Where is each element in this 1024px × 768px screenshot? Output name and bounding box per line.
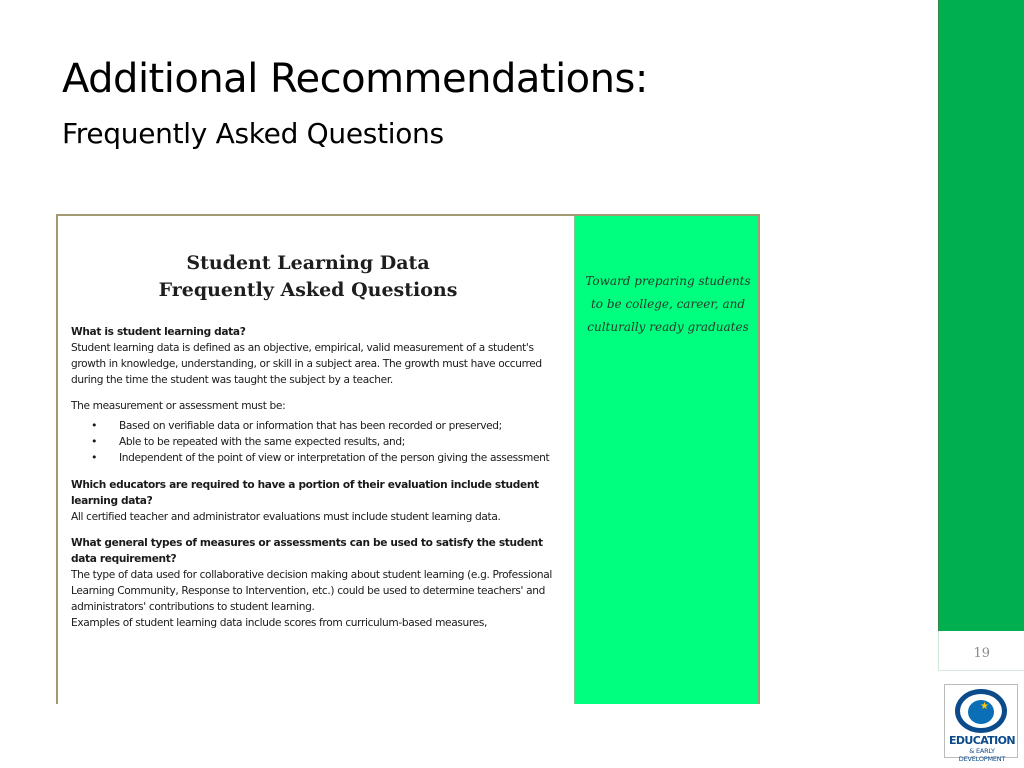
side-tagline: Toward preparing students to be college, career, and culturally ready graduates: [585, 274, 751, 334]
list-intro: The measurement or assessment must be:: [71, 400, 286, 412]
document-title: [58, 250, 558, 304]
slide-subtitle: Frequently Asked Questions: [62, 117, 444, 150]
document-title-line2: Frequently Asked Questions: [158, 279, 458, 301]
star-icon: ★: [980, 701, 989, 712]
document-title-line1: Student Learning Data: [186, 252, 430, 274]
answer-2: All certified teacher and administrator evaluations must include student learning data.: [71, 511, 501, 523]
department-logo: [944, 684, 1018, 763]
logo-text-education: EDUCATION: [948, 734, 1016, 747]
criteria-list: [71, 418, 566, 466]
alaska-seal-icon: [955, 689, 1007, 733]
page-number-rule: [938, 670, 1024, 671]
green-sidebar: [938, 0, 1024, 631]
slide-title: Additional Recommendations:: [62, 56, 648, 102]
question-3: What general types of measures or assessments can be used to satisfy the student data requirement?: [71, 537, 543, 565]
question-2: Which educators are required to have a portion of their evaluation include student learning data?: [71, 479, 539, 507]
document-preview: [56, 214, 760, 704]
document-main-column: [58, 216, 574, 704]
seal-center: [968, 700, 994, 724]
list-item: • Based on verifiable data or information that has been recorded or preserved;: [71, 418, 566, 434]
answer-3: The type of data used for collaborative decision making about student learning (e.g. Professional Learning Community, Response to Intervention, etc.) could be used to determine teachers' and administrators' contributions to student learning.: [71, 569, 552, 613]
list-item: • Independent of the point of view or interpretation of the person giving the assessment: [71, 450, 566, 466]
document-side-panel: [574, 216, 760, 704]
question-1: What is student learning data?: [71, 326, 246, 338]
document-body: [71, 324, 566, 631]
logo-text-early-development: & EARLY DEVELOPMENT: [958, 747, 1006, 763]
answer-1: Student learning data is defined as an objective, empirical, valid measurement of a student's growth in knowledge, understanding, or skill in a subject area. The growth must have occurred during the time the student was taught the subject by a teacher.: [71, 342, 542, 386]
list-item: • Able to be repeated with the same expected results, and;: [71, 434, 566, 450]
page-number: 19: [973, 646, 990, 661]
answer-3-continued: Examples of student learning data include scores from curriculum-based measures,: [71, 617, 488, 629]
